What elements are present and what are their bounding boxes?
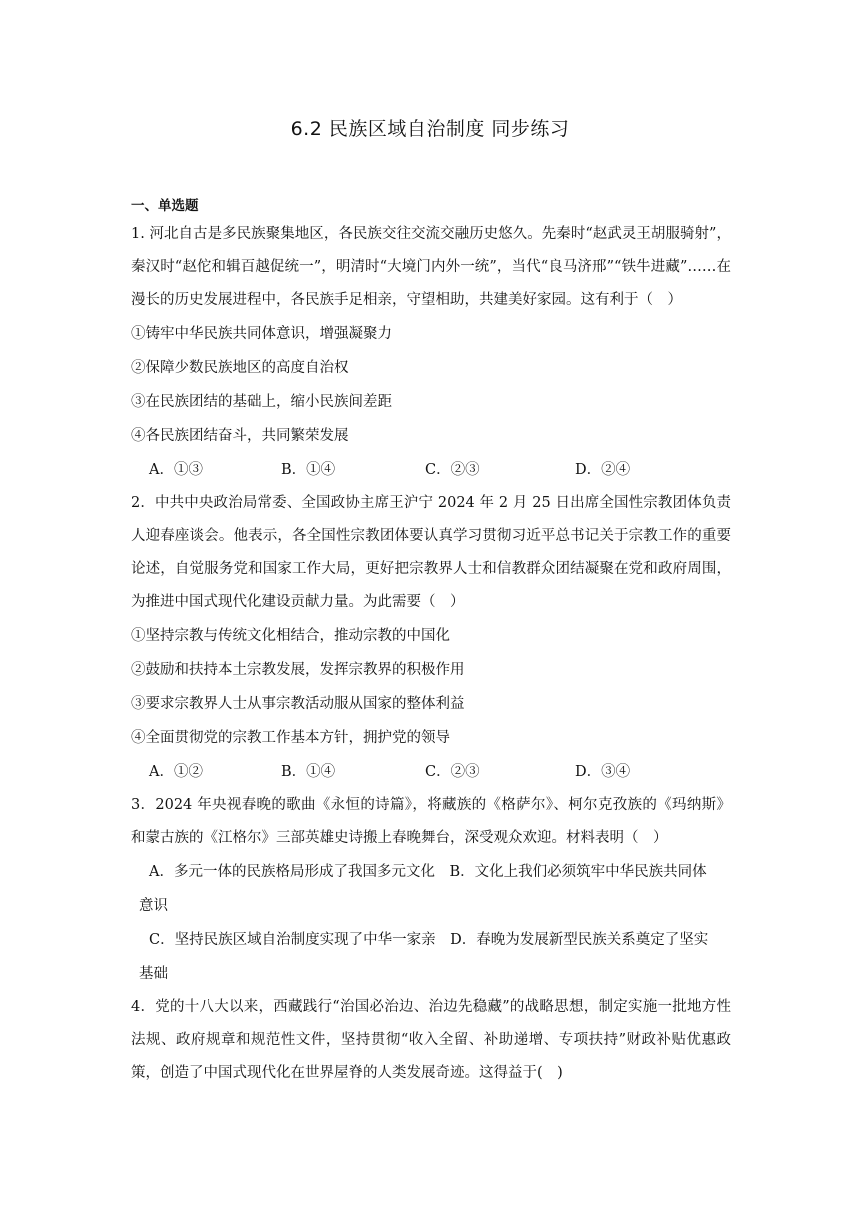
choice-d[interactable]: D．③④ xyxy=(575,764,631,780)
question-4 xyxy=(131,991,731,1090)
question-1-stem: 1. 河北自古是多民族聚集地区，各民族交往交流交融历史悠久。先秦时“赵武灵王胡服骑射”，秦汉时“赵佗和辑百越促统一”，明清时“大境门内外一统”，当代“良马济邢”“铁牛进藏”……在漫长的历史发展进程中，各民族手足相亲，守望相助，共建美好家园。这有利于（ ） xyxy=(131,226,731,308)
choice-b[interactable]: B．①④ xyxy=(281,764,336,780)
question-4-stem: 4．党的十八大以来，西藏践行“治国必治边、治边先稳藏”的战略思想，制定实施一批地方性法规、政府规章和规范性文件，坚持贯彻“收入全留、补助递增、专项扶持”财政补贴优惠政策，创造了中国式现代化在世界屋脊的人类发展奇迹。这得益于( ) xyxy=(131,999,731,1081)
question-1-statement-4: ④各民族团结奋斗，共同繁荣发展 xyxy=(131,428,349,444)
choice-a[interactable]: A．①② xyxy=(149,764,203,780)
question-3-choices-ab[interactable]: A．多元一体的民族格局形成了我国多元文化 B．文化上我们必须筑牢中华民族共同体 xyxy=(149,864,707,880)
question-1-statement-2: ②保障少数民族地区的高度自治权 xyxy=(131,360,349,376)
question-3-stem: 3．2024 年央视春晚的歌曲《永恒的诗篇》，将藏族的《格萨尔》、柯尔克孜族的《玛纳斯》和蒙古族的《江格尔》三部英雄史诗搬上春晚舞台，深受观众欢迎。材料表明（ ） xyxy=(131,797,731,846)
question-1-choices xyxy=(131,453,731,487)
choice-c[interactable]: C．②③ xyxy=(425,462,480,478)
document-body xyxy=(131,196,731,1090)
question-2 xyxy=(131,487,731,789)
page-title: 6.2 民族区域自治制度 同步练习 xyxy=(290,118,570,140)
choice-c[interactable]: C．②③ xyxy=(425,764,480,780)
question-1-statement-3: ③在民族团结的基础上，缩小民族间差距 xyxy=(131,394,392,410)
question-2-choices xyxy=(131,755,731,789)
question-2-stem: 2．中共中央政治局常委、全国政协主席王沪宁 2024 年 2 月 25 日出席全国性宗教团体负责人迎春座谈会。他表示，各全国性宗教团体要认真学习贯彻习近平总书记关于宗教工作的重要论述，自觉服务党和国家工作大局，更好把宗教界人士和信教群众团结凝聚在党和政府周围，为推进中国式现代化建设贡献力量。为此需要（ ） xyxy=(131,495,731,610)
choice-d[interactable]: D．②④ xyxy=(575,462,631,478)
question-1 xyxy=(131,218,731,487)
question-2-statement-4: ④全面贯彻党的宗教工作基本方针，拥护党的领导 xyxy=(131,730,450,746)
question-2-statement-3: ③要求宗教界人士从事宗教活动服从国家的整体利益 xyxy=(131,696,465,712)
question-3-choice-b-continued: 意识 xyxy=(139,898,168,914)
choice-a[interactable]: A．①③ xyxy=(149,462,203,478)
question-3-choice-d-continued: 基础 xyxy=(139,966,168,982)
section-heading: 一、单选题 xyxy=(131,198,199,214)
choice-b[interactable]: B．①④ xyxy=(281,462,336,478)
question-2-statement-1: ①坚持宗教与传统文化相结合，推动宗教的中国化 xyxy=(131,628,450,644)
question-3 xyxy=(131,789,731,991)
question-3-choices-cd[interactable]: C．坚持民族区域自治制度实现了中华一家亲 D．春晚为发展新型民族关系奠定了坚实 xyxy=(149,932,709,948)
question-2-statement-2: ②鼓励和扶持本土宗教发展，发挥宗教界的积极作用 xyxy=(131,662,465,678)
question-1-statement-1: ①铸牢中华民族共同体意识，增强凝聚力 xyxy=(131,326,392,342)
